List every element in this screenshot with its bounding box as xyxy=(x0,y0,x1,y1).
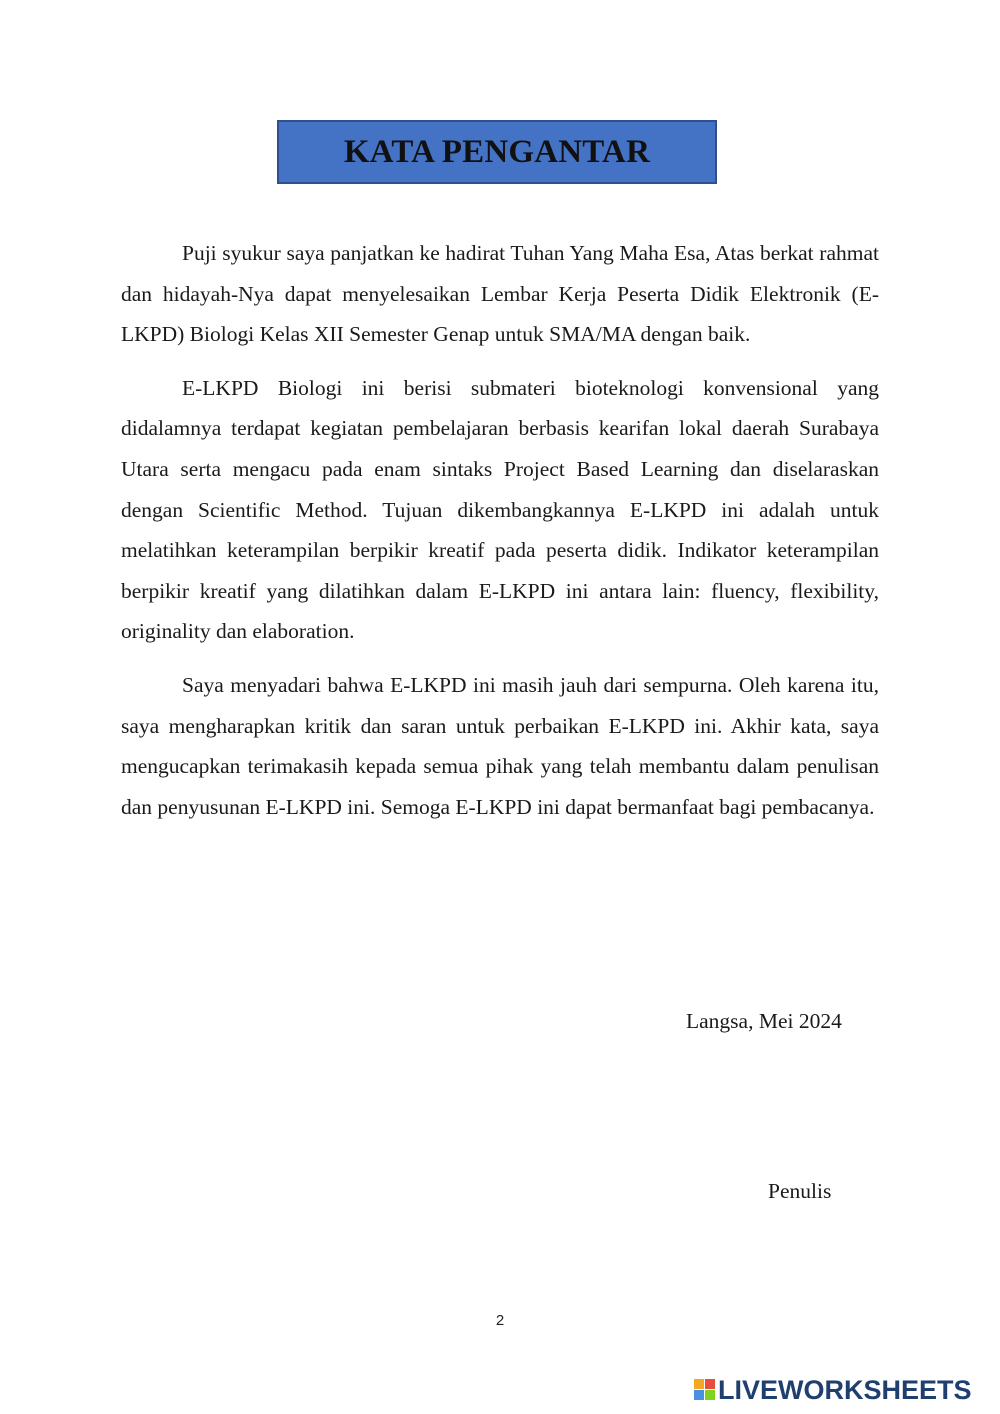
page-number: 2 xyxy=(495,1312,505,1329)
body-text xyxy=(121,233,879,840)
liveworksheets-logo-icon xyxy=(694,1379,716,1401)
brand-name: LIVEWORKSHEETS xyxy=(718,1375,972,1405)
brand-watermark[interactable] xyxy=(694,1375,972,1405)
paragraph-2: E-LKPD Biologi ini berisi submateri bioteknologi konvensional yang didalamnya terdapat kegiatan pembelajaran berbasis kearifan lokal daerah Surabaya Utara serta mengacu pada enam sintaks Project Based Learning dan diselaraskan dengan Scientific Method. Tujuan dikembangkannya E-LKPD ini adalah untuk melatihkan keterampilan berpikir kreatif pada peserta didik. Indikator keterampilan berpikir kreatif yang dilatihkan dalam E-LKPD ini antara lain: fluency, flexibility, originality dan elaboration. xyxy=(121,375,879,644)
place-date: Langsa, Mei 2024 xyxy=(686,1009,842,1033)
paragraph-3: Saya menyadari bahwa E-LKPD ini masih jauh dari sempurna. Oleh karena itu, saya mengharapkan kritik dan saran untuk perbaikan E-LKPD ini. Akhir kata, saya mengucapkan terimakasih kepada semua pihak yang telah membantu dalam penulisan dan penyusunan E-LKPD ini. Semoga E-LKPD ini dapat bermanfaat bagi pembacanya. xyxy=(121,672,879,819)
page-title: KATA PENGANTAR xyxy=(343,133,651,170)
paragraph-1: Puji syukur saya panjatkan ke hadirat Tuhan Yang Maha Esa, Atas berkat rahmat dan hidayah-Nya dapat menyelesaikan Lembar Kerja Peserta Didik Elektronik (E-LKPD) Biologi Kelas XII Semester Genap untuk SMA/MA dengan baik. xyxy=(121,241,879,347)
signer-label: Penulis xyxy=(768,1179,832,1203)
title-banner xyxy=(277,120,717,184)
